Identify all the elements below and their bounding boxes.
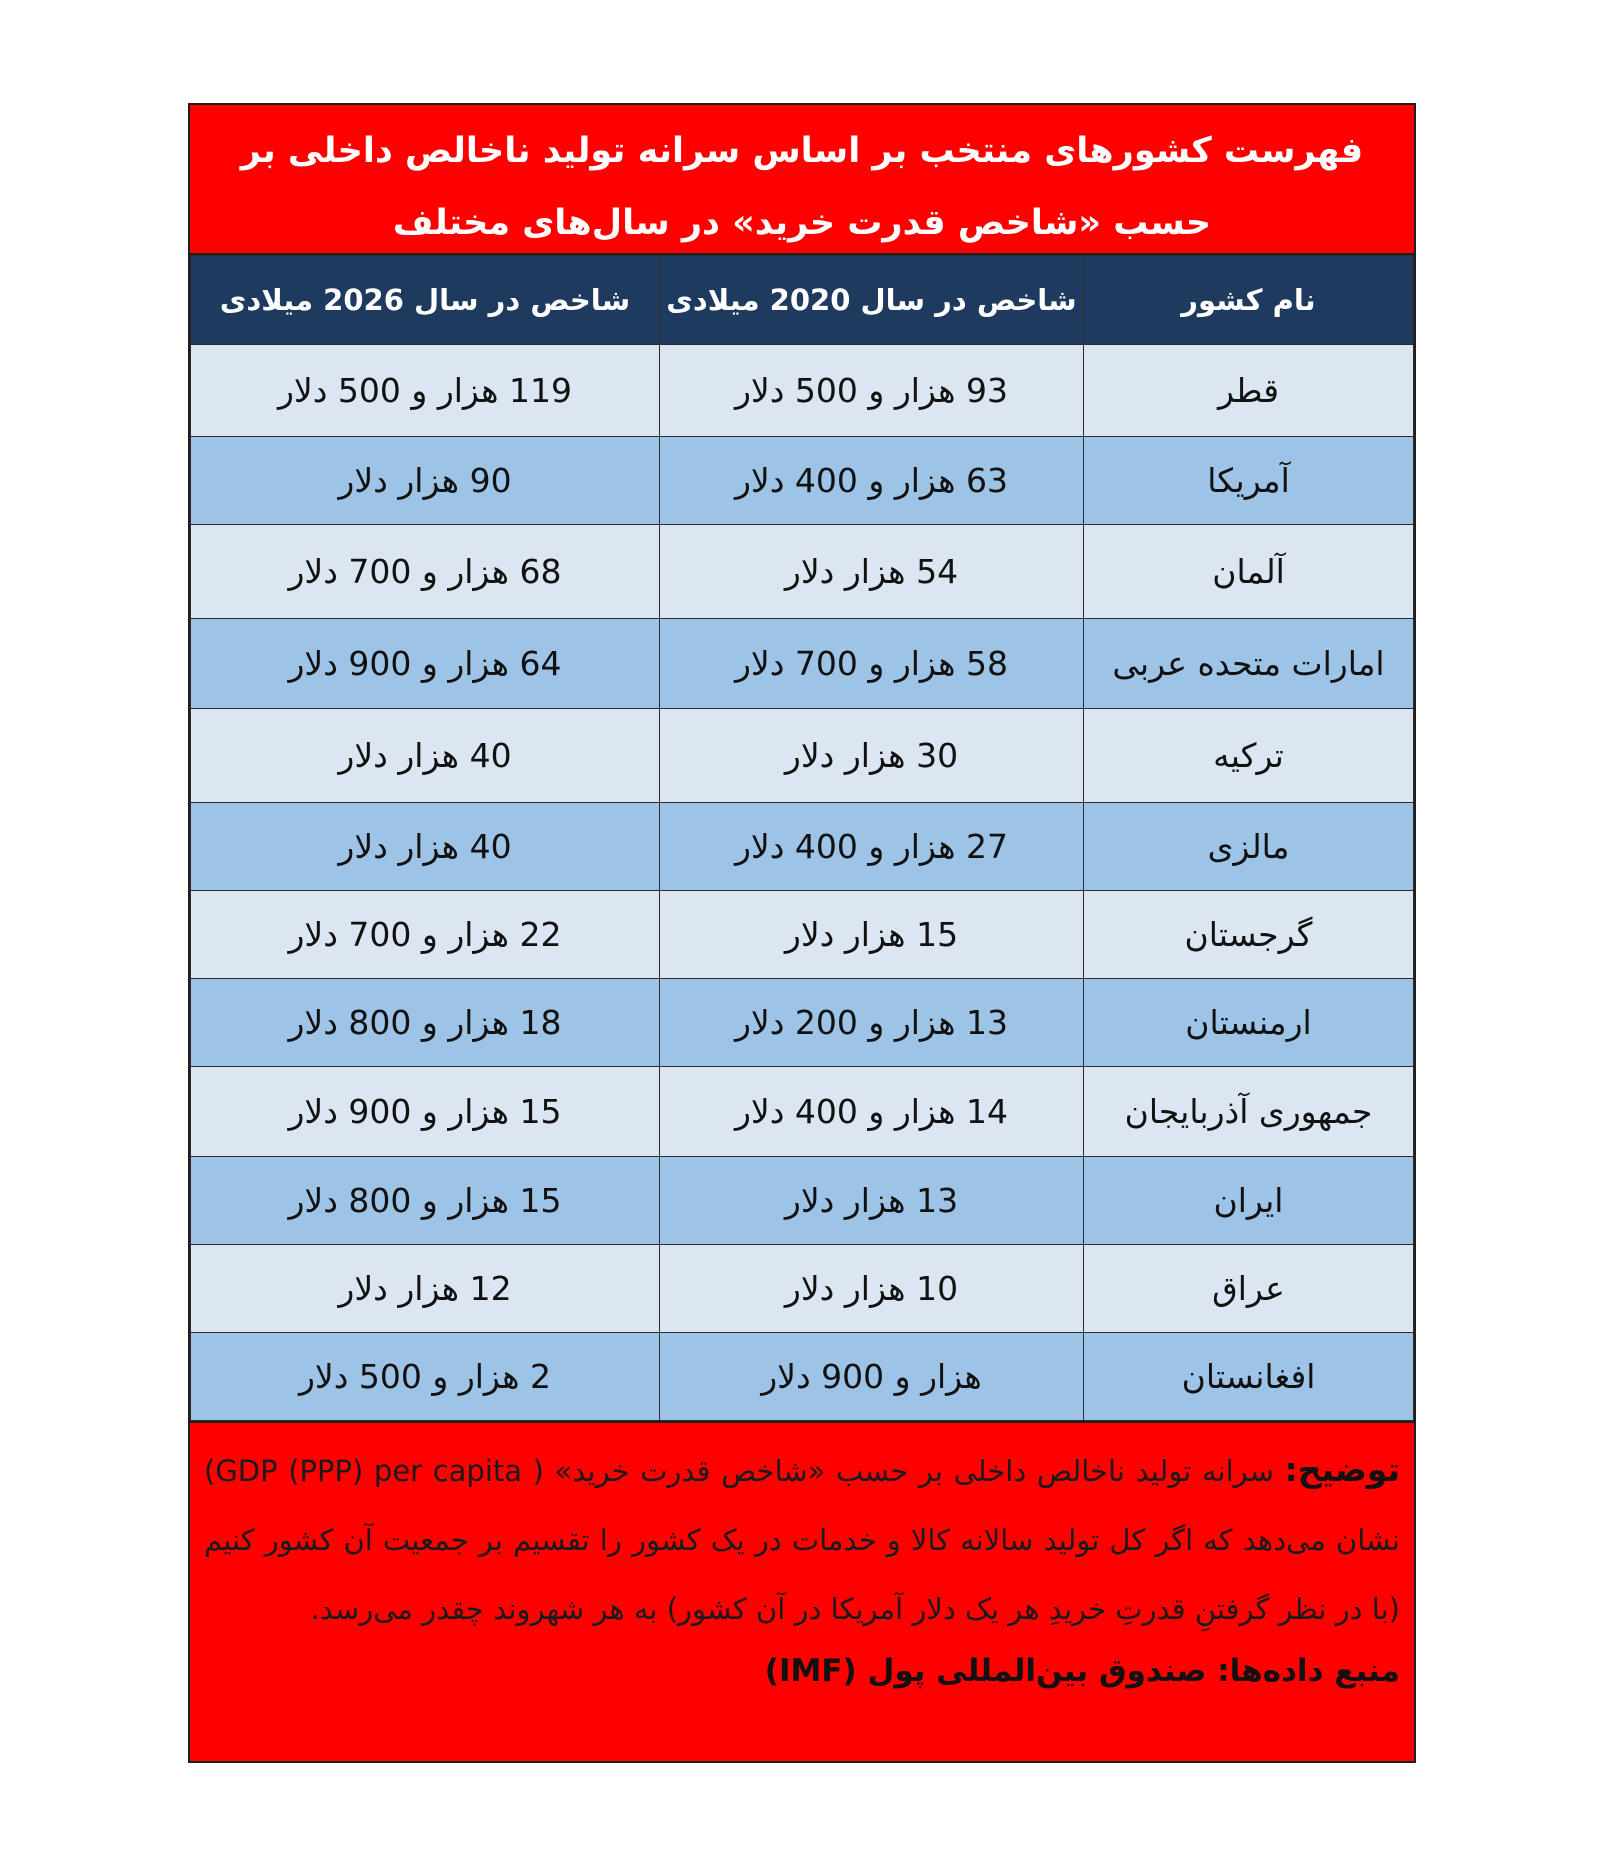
- value-2026-cell: 90 هزار دلار: [191, 437, 660, 525]
- value-2026-cell: 68 هزار و 700 دلار: [191, 525, 660, 619]
- value-2026-cell: 119 هزار و 500 دلار: [191, 345, 660, 437]
- table-row: [191, 1245, 1414, 1333]
- country-cell: آمریکا: [1084, 437, 1414, 525]
- country-cell: مالزی: [1084, 803, 1414, 891]
- value-2026-cell: 2 هزار و 500 دلار: [191, 1333, 660, 1421]
- table-row: [191, 437, 1414, 525]
- table-row: [191, 619, 1414, 709]
- data-table: [190, 255, 1414, 1421]
- table-header-row: [191, 256, 1414, 345]
- table-row: [191, 979, 1414, 1067]
- value-2020-cell: 54 هزار دلار: [660, 525, 1084, 619]
- value-2020-cell: 63 هزار و 400 دلار: [660, 437, 1084, 525]
- table-row: [191, 345, 1414, 437]
- title-text: فهرست کشورهای منتخب بر اساس سرانه تولید ناخالص داخلی بر حسب «شاخص قدرت خرید» در سال‌های مختلف: [240, 131, 1364, 243]
- table-row: [191, 891, 1414, 979]
- country-cell: عراق: [1084, 1245, 1414, 1333]
- country-cell: افغانستان: [1084, 1333, 1414, 1421]
- value-2026-cell: 15 هزار و 900 دلار: [191, 1067, 660, 1157]
- value-2020-cell: 13 هزار و 200 دلار: [660, 979, 1084, 1067]
- value-2026-cell: 40 هزار دلار: [191, 709, 660, 803]
- explanation-box: [190, 1421, 1414, 1761]
- table-row: [191, 1157, 1414, 1245]
- table-row: [191, 525, 1414, 619]
- table-row: [191, 1333, 1414, 1421]
- explanation-label: توضیح:: [1284, 1450, 1400, 1489]
- value-2020-cell: 10 هزار دلار: [660, 1245, 1084, 1333]
- value-2020-cell: 15 هزار دلار: [660, 891, 1084, 979]
- header-2026: شاخص در سال 2026 میلادی: [191, 256, 660, 345]
- page-title: [190, 105, 1414, 255]
- value-2020-cell: 58 هزار و 700 دلار: [660, 619, 1084, 709]
- country-cell: گرجستان: [1084, 891, 1414, 979]
- table-body: [191, 345, 1414, 1421]
- value-2020-cell: 14 هزار و 400 دلار: [660, 1067, 1084, 1157]
- value-2020-cell: 30 هزار دلار: [660, 709, 1084, 803]
- gdp-ppp-table-sheet: [188, 103, 1416, 1763]
- value-2026-cell: 40 هزار دلار: [191, 803, 660, 891]
- value-2020-cell: هزار و 900 دلار: [660, 1333, 1084, 1421]
- value-2020-cell: 27 هزار و 400 دلار: [660, 803, 1084, 891]
- table-row: [191, 1067, 1414, 1157]
- table-row: [191, 803, 1414, 891]
- country-cell: قطر: [1084, 345, 1414, 437]
- country-cell: ترکیه: [1084, 709, 1414, 803]
- explanation-text: سرانه تولید ناخالص داخلی بر حسب «شاخص قدرت خرید» ( GDP (PPP) per capita) نشان می‌دهد که اگر کل تولید سالانه کالا و خدمات در یک کشور را تقسیم بر جمعیت آن کشور کنیم (با در نظر گرفتنِ قدرتِ خریدِ هر یک دلار آمریکا در آن کشور) به هر شهروند چقدر می‌رسد.: [204, 1454, 1400, 1626]
- value-2020-cell: 93 هزار و 500 دلار: [660, 345, 1084, 437]
- country-cell: آلمان: [1084, 525, 1414, 619]
- data-source: منبع داده‌ها: صندوق بین‌المللی پول (IMF): [764, 1653, 1400, 1689]
- country-cell: ارمنستان: [1084, 979, 1414, 1067]
- explanation-paragraph: [204, 1435, 1400, 1644]
- header-2020: شاخص در سال 2020 میلادی: [660, 256, 1084, 345]
- value-2026-cell: 18 هزار و 800 دلار: [191, 979, 660, 1067]
- country-cell: امارات متحده عربی: [1084, 619, 1414, 709]
- header-country: نام کشور: [1084, 256, 1414, 345]
- value-2020-cell: 13 هزار دلار: [660, 1157, 1084, 1245]
- value-2026-cell: 12 هزار دلار: [191, 1245, 660, 1333]
- value-2026-cell: 22 هزار و 700 دلار: [191, 891, 660, 979]
- value-2026-cell: 64 هزار و 900 دلار: [191, 619, 660, 709]
- table-row: [191, 709, 1414, 803]
- country-cell: ایران: [1084, 1157, 1414, 1245]
- value-2026-cell: 15 هزار و 800 دلار: [191, 1157, 660, 1245]
- country-cell: جمهوری آذربایجان: [1084, 1067, 1414, 1157]
